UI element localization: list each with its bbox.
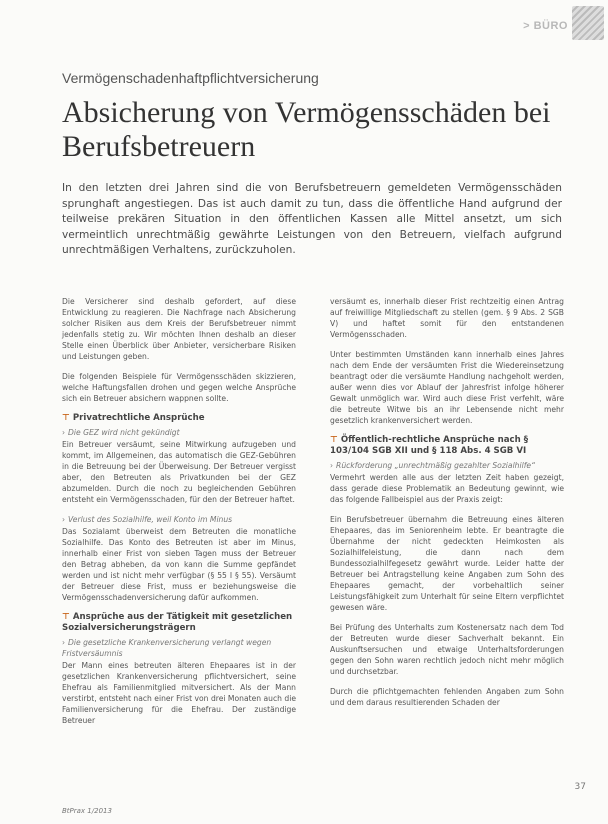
case-heading: › Rückforderung „unrechtmäßig gezahlter Sozialhilfe“ — [330, 461, 535, 470]
left-column — [62, 296, 296, 735]
section-label: > BÜRO — [523, 20, 568, 32]
arrow-icon: › — [330, 461, 334, 470]
case-heading: › Die GEZ wird nicht gekündigt — [62, 428, 180, 437]
intro-paragraph: In den letzten drei Jahren sind die von Berufsbetreuern gemeldeten Vermögensschäden sprunghaft angestiegen. Das ist auch damit zu tun, dass die öffentliche Hand aufgrund der teilweise prekären Situation in den öffentlichen Kassen alle Mittel ansetzt, um sich vermeintlich unrechtmäßig gewährte Leistungen von den Betreuern, vielfach aufgrund unrechtmäßigen Verhaltens, zurückzuholen. — [62, 182, 562, 257]
case-heading: › Die gesetzliche Krankenversicherung verlangt wegen Fristversäumnis — [62, 638, 272, 658]
corner-logo — [572, 6, 604, 40]
bullet-icon: ⊤ — [62, 612, 70, 622]
arrow-icon: › — [62, 638, 66, 647]
footer-issue: BtPrax 1/2013 — [62, 807, 112, 815]
arrow-icon: › — [62, 515, 66, 524]
subheading: ⊤ Ansprüche aus der Tätigkeit mit gesetzlichen Sozialversicherungsträgern — [62, 612, 293, 633]
paragraph: Unter bestimmten Umständen kann innerhalb eines Jahres nach dem Ende der versäumten Frist die Wiedereinsetzung beantragt oder die versäumte Handlung nachgeholt werden, außer wenn dies vor Ablauf der Jahresfrist infolge höherer Gewalt unmöglich war. Wird auch diese Frist verfehlt, wäre die betreute Witwe bis an ihr Lebensende nicht mehr gesetzlich krankenversichert werden. — [330, 350, 564, 425]
paragraph: Bei Prüfung des Unterhalts zum Kostenersatz nach dem Tod der Betreuten wurde dieser Sachverhalt bekannt. Ein Auskunftsersuchen und etwaige Unterhaltsforderungen gegen den Sohn waren rechtlich jedoch nicht mehr möglich und durchsetzbar. — [330, 623, 564, 676]
subheading: ⊤ Privatrechtliche Ansprüche — [62, 413, 205, 423]
paragraph: Das Sozialamt überweist dem Betreuten die monatliche Sozialhilfe. Das Konto des Betreuten ist aber im Minus, innerhalb einer Frist von sieben Tagen muss der Betreuer den Betrag abheben, da von kann die Summe gepfändet werden und ist nicht mehr verfügbar (§ 55 I § 55). Versäumt der Betreuer diese Frist, muss er beziehungsweise die Vermögensschadenversicherung dafür aufkommen. — [62, 527, 296, 602]
arrow-icon: › — [62, 428, 66, 437]
paragraph: Ein Berufsbetreuer übernahm die Betreuung eines älteren Ehepaares, das im Seniorenheim lebte. Er beantragte die Übernahme der nicht gedeckten Heimkosten als Sozialhilfeleistung, die dann nach dem Bundessozialhilfegesetz gewährt wurde. Leider hatte der Betreuer bei Antragstellung keine Angaben zum Sohn des Ehepaares gemacht, der vorbehaltlich seiner Leistungsfähigkeit zum Unterhalt für seine Eltern verpflichtet gewesen wäre. — [330, 515, 564, 612]
page-title: Absicherung von Vermögensschäden bei Berufsbetreuern — [62, 96, 551, 163]
paragraph: Vermehrt werden alle aus der letzten Zeit haben gezeigt, dass gerade diese Problematik an Bedeutung gewinnt, wie das folgende Fallbeispiel aus der Praxis zeigt: — [330, 473, 564, 504]
subheading: ⊤ Öffentlich-rechtliche Ansprüche nach § 103/104 SGB XII und § 118 Abs. 4 SGB VI — [330, 435, 529, 456]
paragraph: Durch die pflichtgemachten fehlenden Angaben zum Sohn und dem daraus resultierenden Schaden der — [330, 687, 564, 707]
bullet-icon: ⊤ — [62, 413, 70, 423]
paragraph: Ein Betreuer versäumt, seine Mitwirkung aufzugeben und kommt, im Allgemeinen, das automatisch die GEZ-Gebühren in die Betreuung bei der Überweisung. Der Betreuer vergisst aber, den Betreuten als Privatkunden bei der GEZ abzumelden. Durch die noch zu begleichenden Gebühren entsteht ein Vermögensschaden, für den der Betreuer haftet. — [62, 440, 296, 504]
case-heading: › Verlust des Sozialhilfe, weil Konto im Minus — [62, 515, 233, 524]
paragraph: versäumt es, innerhalb dieser Frist rechtzeitig einen Antrag auf freiwillige Mitgliedschaft zu stellen (gem. § 9 Abs. 2 SGB V) und haftet somit für den entstandenen Vermögensschaden. — [330, 297, 564, 339]
paragraph: Der Mann eines betreuten älteren Ehepaares ist in der gesetzlichen Krankenversicherung pflichtversichert, seine Ehefrau als Familienmitglied mitversichert. Als der Mann verstirbt, entsteht nach einer Frist von drei Monaten auch die Familienversicherung für die Ehefrau. Der zuständige Betreuer — [62, 661, 296, 725]
paragraph: Die Versicherer sind deshalb gefordert, auf diese Entwicklung zu reagieren. Die Nachfrage nach Absicherung solcher Risiken aus dem Kreis der Berufsbetreuer nimmt jedenfalls stetig zu. Wir möchten Ihnen deshalb an dieser Stelle einen Überblick über Anbieter, versicherbare Risiken und Leistungen geben. — [62, 297, 296, 361]
paragraph: Die folgenden Beispiele für Vermögensschäden skizzieren, welche Haftungsfallen drohen und gegen welche Ansprüche sich ein Betreuer absichern wappnen sollte. — [62, 372, 296, 403]
bullet-icon: ⊤ — [330, 435, 338, 445]
kicker: Vermögenschadenhaftpflichtversicherung — [62, 70, 319, 86]
page-number: 37 — [574, 782, 586, 792]
right-column — [330, 296, 564, 717]
